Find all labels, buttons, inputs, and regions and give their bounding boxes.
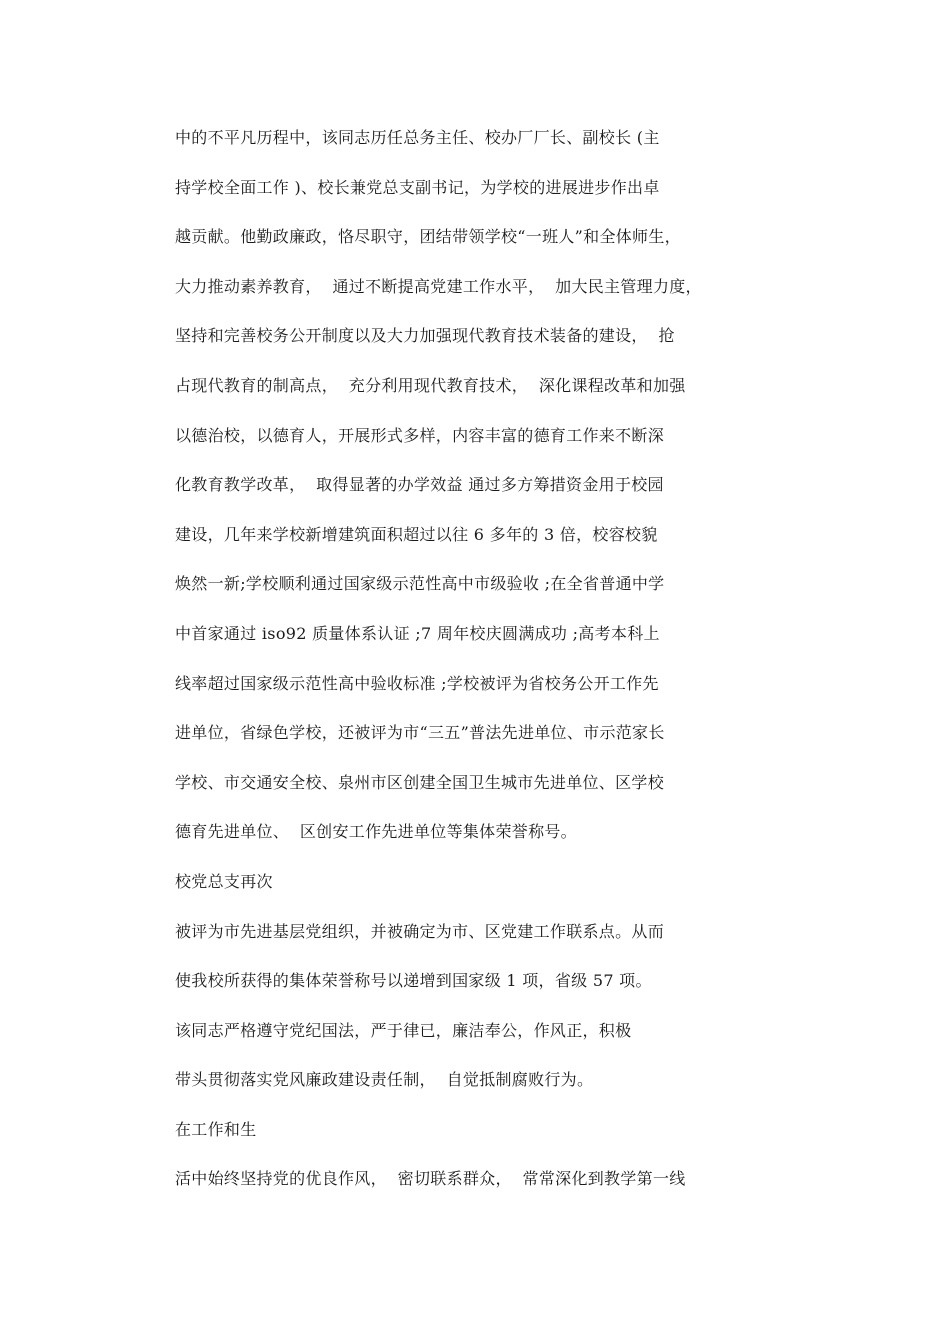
text-line: 化教育教学改革， 取得显著的办学效益 通过多方筹措资金用于校园 [175, 475, 664, 495]
text-line: 活中始终坚持党的优良作风， 密切联系群众， 常常深化到教学第一线 [175, 1169, 686, 1189]
text-line: 焕然一新;学校顺利通过国家级示范性高中市级验收 ;在全省普通中学 [175, 574, 665, 594]
text-line: 持学校全面工作 )、校长兼党总支副书记，为学校的进展进步作出卓 [175, 177, 660, 197]
text-line: 建设，几年来学校新增建筑面积超过以往 6 多年的 3 倍，校容校貌 [175, 524, 658, 544]
text-line: 坚持和完善校务公开制度以及大力加强现代教育技术装备的建设， 抢 [175, 326, 675, 346]
body-text [175, 124, 735, 1215]
text-line: 带头贯彻落实党风廉政建设责任制， 自觉抵制腐败行为。 [175, 1070, 594, 1090]
section-heading-line: 在工作和生 [175, 1119, 257, 1139]
text-line: 越贡献。他勤政廉政，恪尽职守，团结带领学校“一班人”和全体师生， [175, 227, 681, 247]
text-line: 进单位，省绿色学校，还被评为市“三五”普法先进单位、市示范家长 [175, 723, 665, 743]
text-line: 使我校所获得的集体荣誉称号以递增到国家级 1 项，省级 57 项。 [175, 971, 652, 991]
text-line: 线率超过国家级示范性高中验收标准 ;学校被评为省校务公开工作先 [175, 673, 659, 693]
text-line: 该同志严格遵守党纪国法，严于律已，廉洁奉公，作风正，积极 [175, 1020, 632, 1040]
text-line: 占现代教育的制高点， 充分利用现代教育技术， 深化课程改革和加强 [175, 375, 686, 395]
text-line: 以德治校，以德育人，开展形式多样，内容丰富的德育工作来不断深 [175, 425, 665, 445]
text-line: 大力推动素养教育， 通过不断提高党建工作水平， 加大民主管理力度， [175, 276, 702, 296]
text-line: 学校、市交通安全校、泉州市区创建全国卫生城市先进单位、区学校 [175, 772, 665, 792]
text-line: 德育先进单位、 区创安工作先进单位等集体荣誉称号。 [175, 822, 577, 842]
text-line: 中首家通过 iso92 质量体系认证 ;7 周年校庆圆满成功 ;高考本科上 [175, 623, 660, 643]
text-line: 中的不平凡历程中，该同志历任总务主任、校办厂厂长、副校长 (主 [175, 128, 660, 147]
text-line: 被评为市先进基层党组织，并被确定为市、区党建工作联系点。从而 [175, 921, 665, 941]
section-heading-line: 校党总支再次 [175, 871, 273, 891]
